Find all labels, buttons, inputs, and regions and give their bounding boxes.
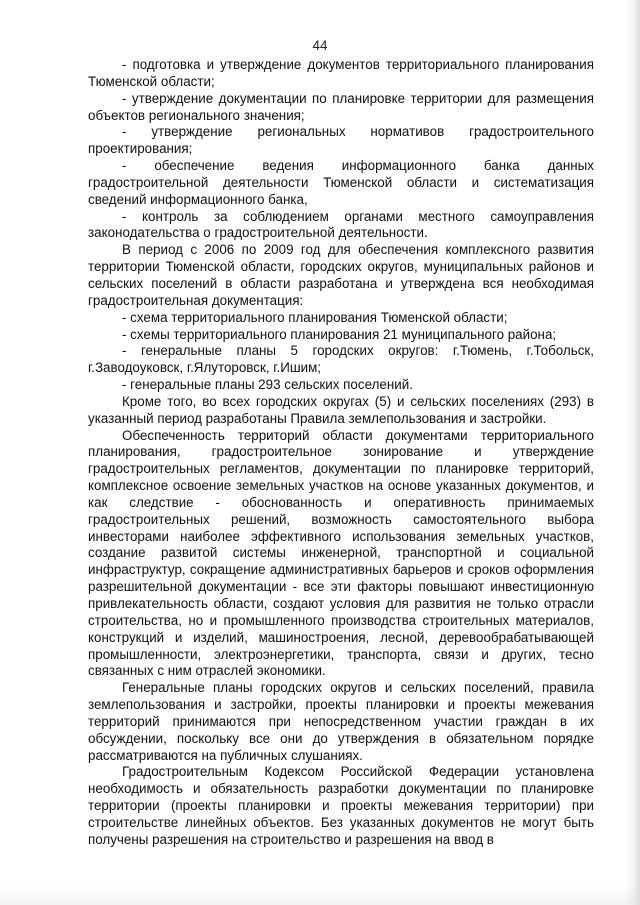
scan-bottom-shade (0, 883, 640, 905)
paragraph-public-hearings: Генеральные планы городских округов и сельских поселений, правила землепользования и застройки, проекты планировки и проекты межевания территорий принимаются при непосредственном участии граждан в их обсуждении, поскольку все они до утверждения в обязательном порядке рассматриваются на публичных слушаниях. (88, 680, 594, 763)
list-item-urban-master-plans: - генеральные планы 5 городских округов: г.Тюмень, г.Тобольск, г.Заводоуковск, г.Ялуторовск, г.Ишим; (88, 343, 594, 376)
page-number: 44 (312, 38, 328, 53)
document-body (88, 57, 594, 849)
list-item-rural-master-plans: - генеральные планы 293 сельских поселений. (122, 377, 413, 393)
scan-edge-shadow (626, 0, 640, 905)
list-item-legislation-control: - контроль за соблюдением органами местного самоуправления законодательства о градостроительной деятельности. (88, 208, 594, 241)
paragraph-investment-attractiveness: Обеспеченность территорий области документами территориального планирования, градостроительное зонирование и утверждение градостроительных регламентов, документации по планировке территорий, комплексное освоение земельных участков на основе указанных документов, и как следствие - обоснованность и оперативность принимаемых градостроительных решений, возможность самостоятельного выбора инвесторами наиболее эффективного использования земельных участков, создание развитой системы инженерной, транспортной и социальной инфраструктур, сокращение административных барьеров и сроков оформления разрешительной документации - все эти факторы повышают инвестиционную привлекательность области, создают условия для развития не только отрасли строительства, но и промышленного производства строительных материалов, конструкций и изделий, машиностроения, лесной, деревообрабатывающей промышленности, электроэнергетики, транспорта, связи и других, тесно связанных с ним отраслей экономики. (88, 427, 594, 679)
paragraph-urban-planning-code: Градостроительным Кодексом Российской Федерации установлена необходимость и обязательность разработки документации по планировке территории (проекты планировки и проекты межевания территории) при строительстве линейных объектов. Без указанных документов не могут быть получены разрешения на строительство и разрешения на ввод в (88, 764, 594, 847)
list-item-district-schemes: - схемы территориального планирования 21 муниципального района; (122, 326, 557, 342)
list-item-regional-scheme: - схема территориального планирования Тюменской области; (122, 309, 508, 325)
list-item-information-bank: - обеспечение ведения информационного банка данных градостроительной деятельности Тюменской области и систематизация сведений информационного банка, (88, 158, 594, 207)
paragraph-land-use-rules: Кроме того, во всех городских округах (5) и сельских поселениях (293) в указанный период разработаны Правила землепользования и застройки. (88, 393, 594, 426)
list-item-regional-standards: - утверждение региональных нормативов градостроительного проектирования; (88, 124, 594, 157)
paragraph-period-2006-2009: В период с 2006 по 2009 год для обеспечения комплексного развития территории Тюменской области, городских округов, муниципальных районов и сельских поселений в области разработана и утверждена вся необходимая градостроительная документация: (88, 242, 594, 308)
list-item-territorial-planning-documents: - подготовка и утверждение документов территориального планирования Тюменской области; (88, 57, 594, 89)
list-item-planning-documentation: - утверждение документации по планировке территории для размещения объектов регионального значения; (88, 90, 594, 123)
